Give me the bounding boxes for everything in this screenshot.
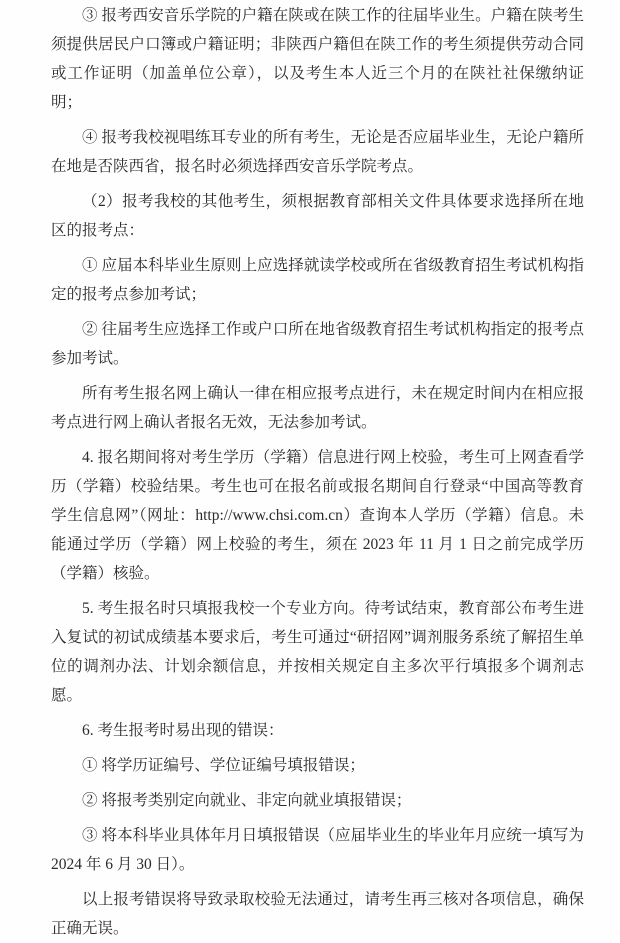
para-circled4-sight-singing-exam-site: ④ 报考我校视唱练耳专业的所有考生，无论是否应届毕业生，无论户籍所在地是否陕西省，报名时必须选择西安音乐学院考点。: [51, 129, 584, 175]
para-item5-major-choice-and-adjustment: 5. 考生报名时只填报我校一个专业方向。待考试结束，教育部公布考生进入复试的初试成绩基本要求后，考生可通过“研招网”调剂服务系统了解招生单位的调剂办法、计划余额信息，并按相关规定自主多次平行填报多个调剂志愿。: [51, 600, 584, 704]
para-final-reminder: 以上报考错误将导致录取校验无法通过，请考生再三核对各项信息，确保正确无误。: [51, 891, 584, 937]
para-error1-certificate-numbers: ① 将学历证编号、学位证编号填报错误；: [82, 757, 365, 774]
para-online-confirmation-rule: 所有考生报名网上确认一律在相应报考点进行，未在规定时间内在相应报考点进行网上确认者报名无效，无法参加考试。: [51, 385, 584, 431]
para-error3-graduation-date: ③ 将本科毕业具体年月日填报错误（应届毕业生的毕业年月应统一填写为 2024 年 6 月 30 日）。: [51, 827, 584, 873]
para-error2-employment-category: ② 将报考类别定向就业、非定向就业填报错误；: [82, 792, 412, 809]
para-item4-education-record-verification: 4. 报名期间将对考生学历（学籍）信息进行网上校验，考生可上网查看学历（学籍）校验结果。考生也可在报名前或报名期间自行登录“中国高等教育学生信息网”（网址：http://www.chsi.com.cn）查询本人学历（学籍）信息。未能通过学历（学籍）网上校验的考生，须在 2023 年 11 月 1 日之前完成学历（学籍）核验。: [51, 449, 584, 582]
para-circled2-previous-graduates-exam-site: ② 往届考生应选择工作或户口所在地省级教育招生考试机构指定的报考点参加考试。: [51, 321, 584, 367]
para-circled1-fresh-graduates-exam-site: ① 应届本科毕业生原则上应选择就读学校或所在省级教育招生考试机构指定的报考点参加考试；: [51, 257, 584, 303]
para-item2-other-candidates: （2）报考我校的其他考生，须根据教育部相关文件具体要求选择所在地区的报考点：: [51, 193, 584, 239]
para-circled3-shaanxi-residence-requirement: ③ 报考西安音乐学院的户籍在陕或在陕工作的往届毕业生。户籍在陕考生须提供居民户口簿或户籍证明；非陕西户籍但在陕工作的考生须提供劳动合同或工作证明（加盖单位公章），以及考生本人近三个月的在陕社社保缴纳证明；: [51, 7, 584, 111]
para-item6-common-errors-heading: 6. 考生报考时易出现的错误：: [82, 722, 284, 739]
